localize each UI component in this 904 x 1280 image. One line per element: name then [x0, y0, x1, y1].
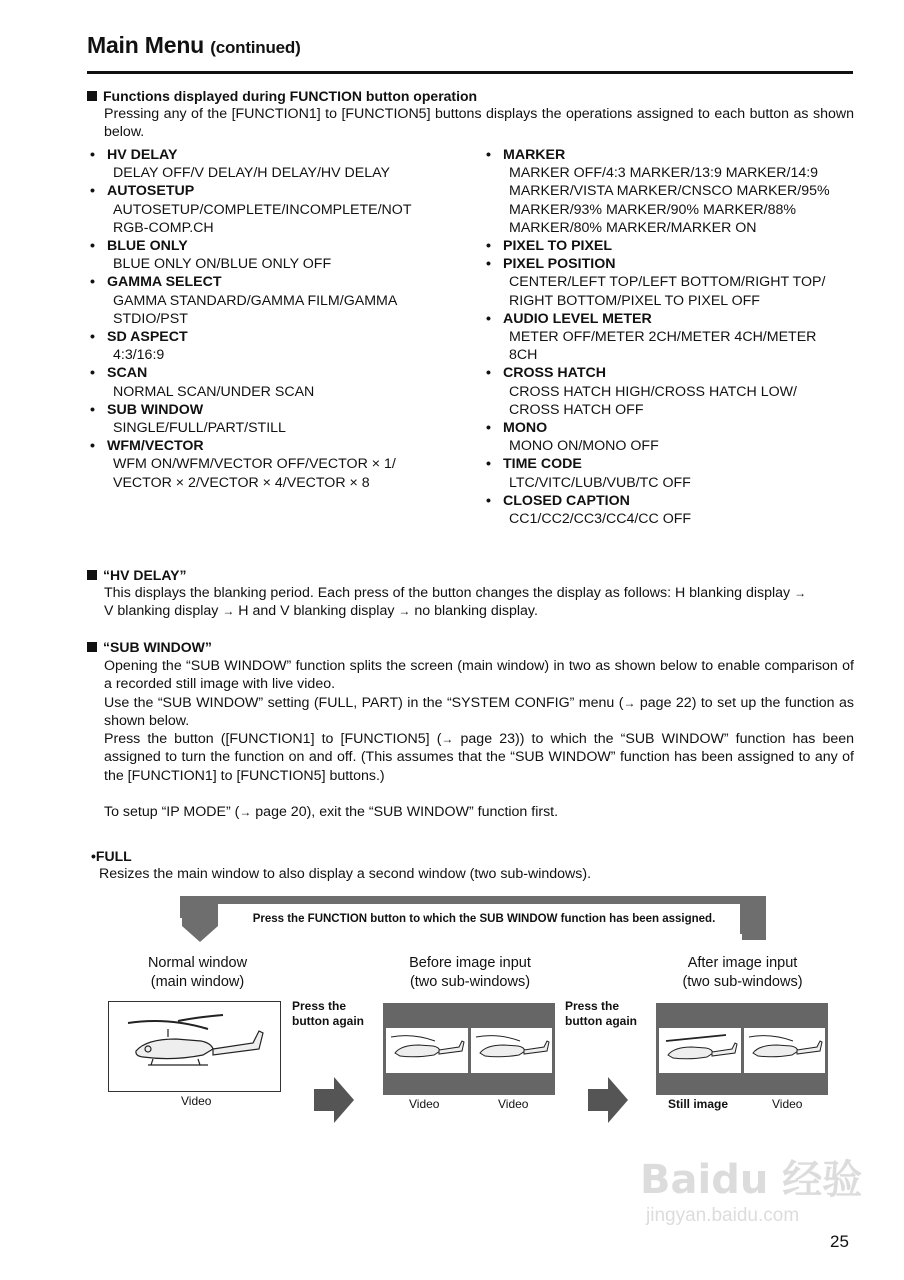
page-number: 25 [830, 1232, 849, 1251]
list-item: • BLUE ONLY BLUE ONLY ON/BLUE ONLY OFF [88, 237, 468, 273]
title-rule [87, 71, 853, 74]
still-image-label: Still image [668, 1097, 729, 1111]
list-item: • AUTOSETUP AUTOSETUP/COMPLETE/INCOMPLETE/NOT RGB-COMP.CH [88, 182, 468, 237]
list-item: • WFM/VECTOR WFM ON/WFM/VECTOR OFF/VECTOR × 1/ VECTOR × 2/VECTOR × 4/VECTOR × 8 [88, 437, 468, 492]
functions-right-list [484, 146, 864, 528]
video-label: Video [498, 1097, 529, 1111]
press-again-label-1: Press the button again [292, 999, 364, 1028]
list-item: • MONO MONO ON/MONO OFF [484, 419, 864, 455]
hv-delay-heading-text: “HV DELAY” [103, 567, 187, 583]
page-title [87, 32, 301, 59]
sub-window-para-1: Opening the “SUB WINDOW” function splits the screen (main window) in two as shown below to enable comparison of a recorded still image with live video. [104, 658, 854, 693]
list-item: • MARKER MARKER OFF/4:3 MARKER/13:9 MARKER/14:9 MARKER/VISTA MARKER/CNSCO MARKER/95% MARKER/93% MARKER/90% MARKER/88% MARKER/80% MARKER/MARKER ON [484, 146, 864, 237]
list-item: • TIME CODE LTC/VITC/LUB/VUB/TC OFF [484, 455, 864, 491]
list-item: • SCAN NORMAL SCAN/UNDER SCAN [88, 364, 468, 400]
list-item: • PIXEL TO PIXEL [484, 237, 864, 255]
square-bullet-icon [87, 642, 97, 652]
normal-window-panel [108, 1001, 282, 1093]
caption-normal-window: Normal window (main window) [147, 955, 248, 990]
list-item: • SD ASPECT 4:3/16:9 [88, 328, 468, 364]
sub-window-heading [87, 639, 212, 655]
square-bullet-icon [87, 570, 97, 580]
functions-heading [87, 88, 477, 104]
functions-intro: Pressing any of the [FUNCTION1] to [FUNCTION5] buttons displays the operations assigned to each button as shown below. [104, 106, 854, 141]
video-label: Video [409, 1097, 440, 1111]
list-item: • SUB WINDOW SINGLE/FULL/PART/STILL [88, 401, 468, 437]
list-item: • CROSS HATCH CROSS HATCH HIGH/CROSS HATCH LOW/ CROSS HATCH OFF [484, 364, 864, 419]
watermark-logo: Baidu 经验 [640, 1157, 863, 1203]
list-item: • CLOSED CAPTION CC1/CC2/CC3/CC4/CC OFF [484, 492, 864, 528]
functions-heading-text: Functions displayed during FUNCTION button operation [103, 88, 478, 104]
watermark-url: jingyan.baidu.com [646, 1205, 800, 1226]
press-again-label-2: Press the button again [565, 999, 637, 1028]
sub-window-para-2: Use the “SUB WINDOW” setting (FULL, PART) in the “SYSTEM CONFIG” menu (→ page 22) to set up the function as shown below. [104, 694, 854, 729]
sub-window-para-3: Press the button ([FUNCTION1] to [FUNCTION5] (→ page 23)) to which the “SUB WINDOW” function has been assigned to turn the function on and off. (This assumes that the “SUB WINDOW” function has been assigned to any of the [FUNCTION1] to [FUNCTION5] buttons.) [104, 731, 855, 784]
sub-window-body [104, 657, 854, 821]
baidu-watermark [640, 1148, 862, 1227]
before-input-panel [383, 1003, 555, 1095]
bullet-icon: • [91, 848, 96, 864]
right-arrow-icon: → [623, 695, 636, 710]
hv-delay-heading [87, 567, 187, 583]
right-arrow-icon: → [398, 604, 411, 619]
caption-before-input: Before image input (two sub-windows) [409, 955, 531, 990]
list-item: • PIXEL POSITION CENTER/LEFT TOP/LEFT BOTTOM/RIGHT TOP/ RIGHT BOTTOM/PIXEL TO PIXEL OFF [484, 255, 864, 310]
hv-delay-text: This displays the blanking period. Each press of the button changes the display as follows: H blanking display → V blanking display → H and V blanking display → no blanking display. [104, 585, 807, 620]
full-text: Resizes the main window to also display a second window (two sub-windows). [99, 866, 592, 882]
list-item: • AUDIO LEVEL METER METER OFF/METER 2CH/METER 4CH/METER 8CH [484, 310, 864, 365]
right-arrow-icon: → [239, 805, 252, 820]
list-item: • HV DELAY DELAY OFF/V DELAY/H DELAY/HV DELAY [88, 146, 468, 182]
functions-left-list [88, 146, 468, 492]
list-item: • GAMMA SELECT GAMMA STANDARD/GAMMA FILM/GAMMA STDIO/PST [88, 273, 468, 328]
full-heading: •FULL [91, 848, 132, 864]
caption-after-input: After image input (two sub-windows) [682, 955, 803, 990]
right-arrow-icon: → [222, 604, 235, 619]
square-bullet-icon [87, 91, 97, 101]
page-title-text: Main Menu [87, 32, 205, 58]
function-banner-text: Press the FUNCTION button to which the SUB WINDOW function has been assigned. [252, 913, 716, 925]
after-input-panel [656, 1003, 828, 1095]
video-label: Video [772, 1097, 803, 1111]
sub-window-heading-text: “SUB WINDOW” [103, 639, 212, 655]
page-subtitle: (continued) [210, 38, 301, 57]
right-arrow-icon: → [794, 586, 807, 600]
video-label: Video [181, 1094, 212, 1108]
block-arrow-icon [314, 1077, 354, 1123]
block-arrow-icon [588, 1077, 628, 1123]
right-arrow-icon: → [441, 732, 454, 747]
sub-window-para-4: To setup “IP MODE” (→ page 20), exit the “SUB WINDOW” function first. [104, 804, 559, 821]
